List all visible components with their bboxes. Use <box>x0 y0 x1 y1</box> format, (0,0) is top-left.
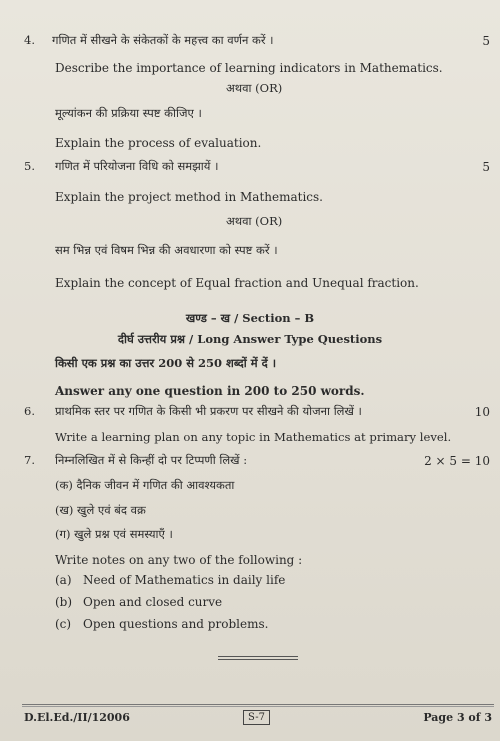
end-rule <box>218 656 298 657</box>
q7-hindi: निम्नलिखित में से किन्हीं दो पर टिप्पणी लिखें : <box>55 453 248 467</box>
q5-alt-hindi: सम भिन्न एवं विषम भिन्न की अवधारणा को स्पष्ट करें । <box>55 243 278 257</box>
footer-code: D.El.Ed./II/12006 <box>24 711 130 724</box>
q4-number: 4. <box>24 33 35 47</box>
q7-hindi-item: (ग) खुले प्रश्न एवं समस्याएँ । <box>55 527 173 541</box>
q4-hindi: गणित में सीखने के संकेतकों के महत्त्व का वर्णन करें । <box>52 33 274 47</box>
q5-alt-english: Explain the concept of Equal fraction and Unequal fraction. <box>55 276 419 290</box>
q7-item-text: Open questions and problems. <box>83 617 269 631</box>
q6-english: Write a learning plan on any topic in Mathematics at primary level. <box>55 430 452 444</box>
q7-item-label: (a) <box>55 573 72 587</box>
q6-hindi: प्राथमिक स्तर पर गणित के किसी भी प्रकरण पर सीखने की योजना लिखें । <box>55 404 362 418</box>
footer-box: S-7 <box>243 710 270 725</box>
q5-marks: 5 <box>482 160 490 174</box>
footer-divider <box>22 704 494 705</box>
q5-number: 5. <box>24 159 35 173</box>
section-subtitle: दीर्घ उत्तरीय प्रश्न / Long Answer Type Questions <box>117 332 383 346</box>
section-title: खण्ड – ख / Section – B <box>185 311 315 325</box>
footer-page: Page 3 of 3 <box>423 711 492 724</box>
q4-english: Describe the importance of learning indicators in Mathematics. <box>55 61 443 75</box>
q7-hindi-item: (क) दैनिक जीवन में गणित की आवश्यकता <box>55 478 235 492</box>
q7-item-label: (c) <box>55 617 72 631</box>
q4-alt-hindi: मूल्यांकन की प्रक्रिया स्पष्ट कीजिए । <box>55 106 202 120</box>
q7-number: 7. <box>24 453 35 467</box>
instruction-english: Answer any one question in 200 to 250 words. <box>55 384 365 398</box>
q7-item-text: Need of Mathematics in daily life <box>83 573 286 587</box>
q4-or: अथवा (OR) <box>226 81 283 95</box>
footer-divider <box>22 706 494 707</box>
q7-hindi-item: (ख) खुले एवं बंद वक्र <box>55 503 146 517</box>
instruction-hindi: किसी एक प्रश्न का उत्तर 200 से 250 शब्दों में दें । <box>55 356 277 370</box>
q7-item-label: (b) <box>55 595 73 609</box>
end-rule <box>218 659 298 660</box>
q7-english: Write notes on any two of the following : <box>55 553 303 567</box>
q6-marks: 10 <box>474 405 490 419</box>
q4-marks: 5 <box>482 34 490 48</box>
q5-hindi: गणित में परियोजना विधि को समझायें । <box>55 159 219 173</box>
q6-number: 6. <box>24 404 35 418</box>
q7-marks: 2 × 5 = 10 <box>424 454 490 468</box>
q5-english: Explain the project method in Mathematics. <box>55 190 323 204</box>
q4-alt-english: Explain the process of evaluation. <box>55 136 262 150</box>
q7-item-text: Open and closed curve <box>83 595 223 609</box>
q5-or: अथवा (OR) <box>226 214 283 228</box>
